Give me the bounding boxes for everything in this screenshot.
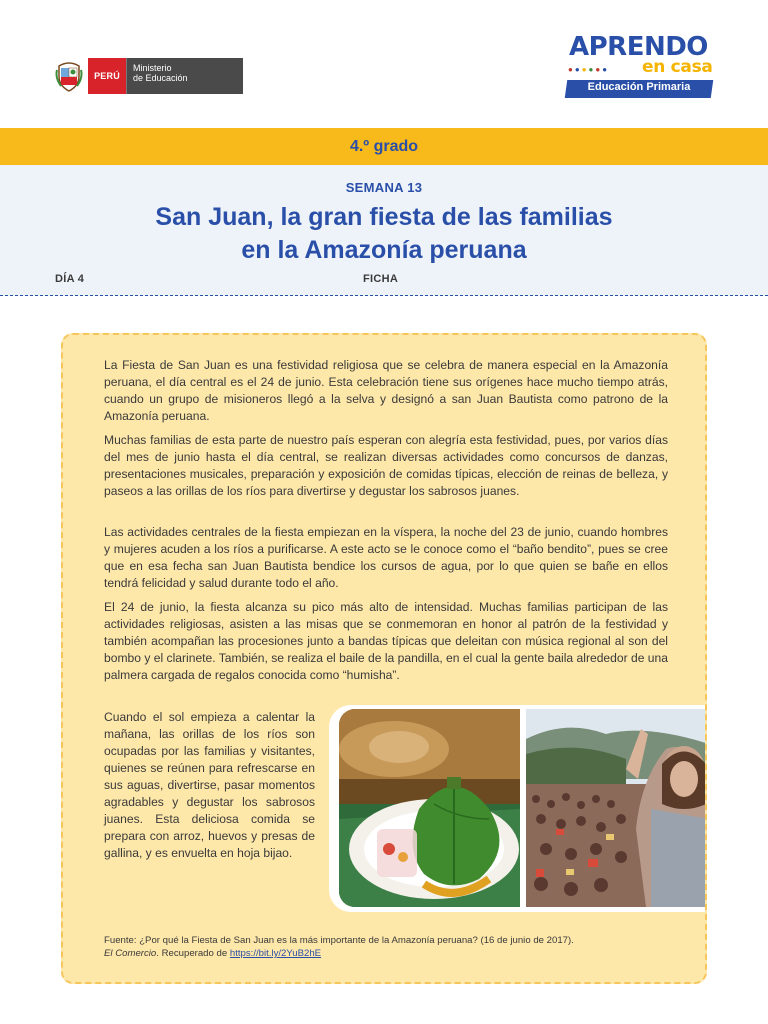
source-publication: El Comercio [104,948,157,959]
brand-dots-icon: ●●●●●● [568,65,610,74]
ministry-logo [54,58,243,94]
ministry-name-line2: de Educación [133,73,188,83]
juane-food-photo [339,709,520,907]
paragraph-5: Cuando el sol empieza a calentar la mañana, las orillas de los ríos son ocupadas por las familias y visitantes, quienes se reúnen para refrescarse en sus aguas, divertirse, pasar momentos agradables y degustar los sabrosos juanes. Esta deliciosa comida se prepara con arroz, huevos y presas de gallina, y es envuelta en hoja bijao. [104,710,315,860]
day-label: DÍA 4 [55,273,85,285]
week-label: SEMANA 13 [345,180,423,195]
photo-strip [329,705,707,912]
aprendo-en-casa-logo [566,32,716,100]
brand-level: Educación Primaria [587,81,691,93]
doc-type-label: FICHA [363,273,399,285]
source-retrieved: . Recuperado de [156,948,230,959]
title-section [0,165,768,296]
grade-bar: 4.º grado [0,128,768,165]
page-header [0,0,768,128]
brand-subtitle: en casa [642,57,713,77]
peru-label: PERÚ [88,58,126,94]
reading-card [61,333,707,984]
paragraph-1: La Fiesta de San Juan es una festividad religiosa que se celebra de manera especial en la Amazonía peruana, el día central es el 24 de junio. Esta celebración tiene sus orígenes hace mucho tiempo atrás, cuando un grupo de misioneros llegó a la selva y designó a san Juan Bautista como patrono de la Amazonía peruana. [104,358,668,423]
paragraph-2: Muchas familias de esta parte de nuestro país esperan con alegría esta festividad, pues, por varios días del mes de junio hasta el día central, se realizan diversas actividades como concursos de danzas, presentaciones musicales, preparación y exposición de comidas típicas, elección de reinas de belleza, y paseos a las orillas de los ríos para divertirse y degustar los sabrosos juanes. [104,433,668,498]
paragraph-4: El 24 de junio, la fiesta alcanza su pico más alto de intensidad. Muchas familias participan de las actividades religiosas, asisten a las misas que se conmemoran en honor al patrón de la festividad y también acompañan las procesiones junto a bandas típicas que deleitan con música regional al son del bombo y el clarinete. También, se realiza el baile de la pandilla, en el cual la gente baila alrededor de una palmera cargada de regalos conocida como “humisha”. [104,600,668,682]
ministry-name-line1: Ministerio [133,63,172,73]
title-line-2: en la Amazonía peruana [241,236,527,264]
source-link[interactable]: https://bit.ly/2YuB2hE [229,948,322,959]
paragraph-3: Las actividades centrales de la fiesta empiezan en la víspera, la noche del 23 de junio, cuando hombres y mujeres acuden a los ríos a purificarse. A este acto se le conoce como el “baño bendito”, pues se cree que en esa fecha san Juan Bautista bendice los cursos de agua, por lo que quien se bañe en ellos tendrá felicidad y salud durante todo el año. [104,525,668,590]
source-citation [104,934,674,960]
source-text: Fuente: ¿Por qué la Fiesta de San Juan es la más importante de la Amazonía peruana? (16 de junio de 2017). [104,935,574,946]
section-divider [0,295,768,296]
brand-title: APRENDO [569,32,708,62]
festival-crowd-photo [526,709,707,907]
ministry-name [126,58,243,94]
page-title [0,201,768,267]
title-line-1: San Juan, la gran fiesta de las familias [155,203,613,231]
peru-shield-icon [54,58,84,94]
